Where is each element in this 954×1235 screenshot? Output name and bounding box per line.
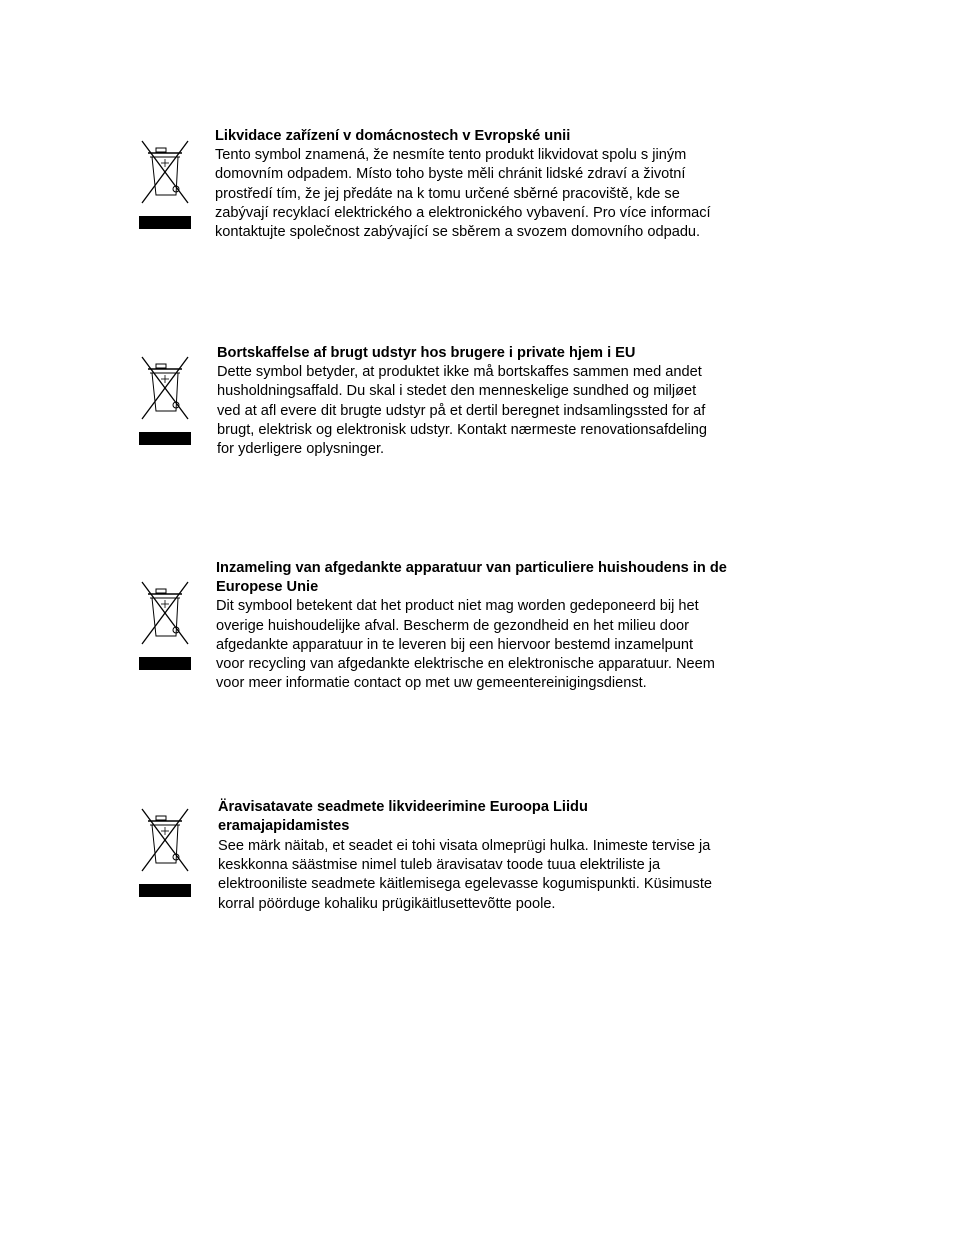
section-title: Äravisatavate seadmete likvideerimine Euroopa Liidu eramajapidamistes (218, 799, 588, 835)
body-line: ved at afl evere dit brugte udstyr på et dertil beregnet indsamlingssted for af (217, 402, 706, 419)
body-line: afgedankte apparatuur in te leveren bij een hiervoor bestemd inzamelpunt (216, 636, 694, 653)
weee-crossed-bin-icon (138, 139, 192, 231)
body-line: voor recycling van afgedankte elektrische en elektronische apparatuur. Neem (216, 656, 715, 673)
section-title: Inzameling van afgedankte apparatuur van particuliere huishoudens in de Europese Unie (216, 560, 727, 596)
section-body (215, 146, 755, 242)
body-line: Tento symbol znamená, že nesmíte tento produkt likvidovat spolu s jiným (215, 147, 687, 164)
body-line: zabývají recyklací elektrického a elektronického vybavení. Pro více informací (215, 204, 711, 221)
body-line: elektrooniliste seadmete käitlemisega egelevasse kogumispunkti. Küsimuste (218, 876, 713, 893)
weee-crossed-bin-icon (138, 580, 192, 672)
section-body (217, 363, 757, 459)
body-line: husholdningsaffald. Du skal i stedet den menneskelige sundhed og miljøet (217, 383, 697, 400)
weee-crossed-bin-icon (138, 807, 192, 899)
section-title: Bortskaffelse af brugt udstyr hos brugere i private hjem i EU (217, 345, 636, 361)
weee-crossed-bin-icon (138, 355, 192, 447)
section-body (216, 597, 746, 693)
body-line: overige huishoudelijke afval. Bescherm de gezondheid en het milieu door (216, 617, 689, 634)
body-line: for yderligere oplysninger. (217, 441, 385, 458)
body-line: kontaktujte společnost zabývající se sběrem a svozem domovního odpadu. (215, 224, 701, 241)
body-line: keskkonna säästmise nimel tuleb äravisatav toode tuua elektriliste ja (218, 857, 661, 874)
section-body (218, 837, 758, 914)
body-line: korral pöörduge kohaliku prügikäitlusettevõtte poole. (218, 895, 556, 912)
body-line: prostředí tím, že jej předáte na k tomu určené sběrné pracoviště, kde se (215, 185, 680, 202)
body-line: domovním odpadem. Místo toho byste měli chránit lidské zdraví a životní (215, 166, 686, 183)
body-line: voor meer informatie contact op met uw gemeentereinigingsdienst. (216, 675, 647, 692)
body-line: Dette symbol betyder, at produktet ikke må bortskaffes sammen med andet (217, 364, 702, 381)
body-line: See märk näitab, et seadet ei tohi visata olmeprügi hulka. Inimeste tervise ja (218, 838, 711, 854)
body-line: Dit symbool betekent dat het product niet mag worden gedeponeerd bij het (216, 598, 699, 615)
section-title: Likvidace zařízení v domácnostech v Evropské unii (215, 128, 571, 144)
body-line: brugt, elektrisk og elektronisk udstyr. Kontakt nærmeste renovationsafdeling (217, 421, 707, 438)
